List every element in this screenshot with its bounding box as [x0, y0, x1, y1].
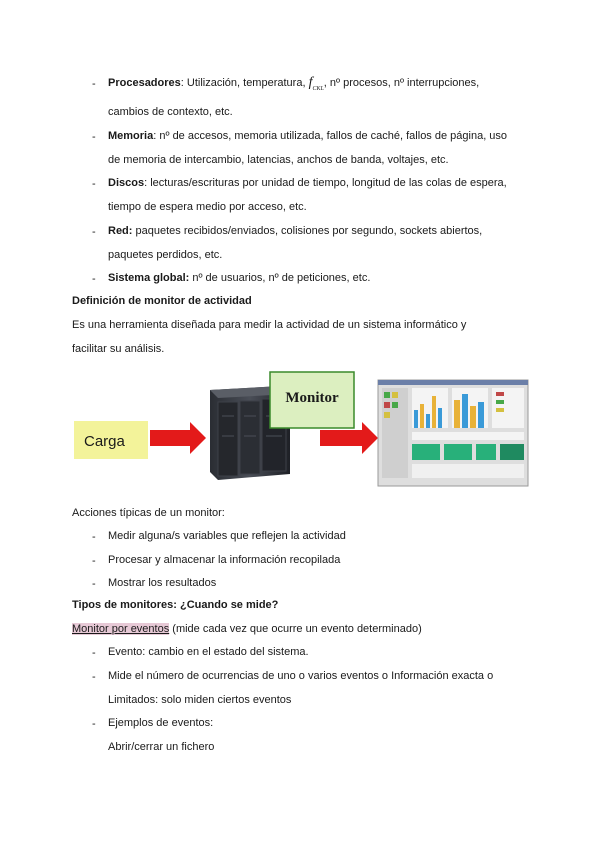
bullet-dash: -	[92, 671, 96, 683]
bullet-dash: -	[92, 555, 96, 567]
accion-item: Mostrar los resultados	[108, 577, 217, 589]
bullet-dash: -	[92, 226, 96, 238]
evento-continuation: Limitados: solo miden ciertos eventos	[108, 694, 292, 706]
arrow-right-icon	[150, 422, 206, 454]
accion-item: Procesar y almacenar la información recopilada	[108, 554, 341, 566]
bullet-sistema-global: Sistema global: nº de usuarios, nº de peticiones, etc.	[108, 272, 371, 284]
bullet-dash: -	[92, 647, 96, 659]
bullet-dash: -	[92, 178, 96, 190]
bullet-dash: -	[92, 273, 96, 285]
bullet-red: Red: paquetes recibidos/enviados, colisiones por segundo, sockets abiertos,	[108, 225, 483, 237]
paragraph-line: facilitar su análisis.	[72, 343, 165, 355]
monitor-label: Monitor	[285, 390, 339, 406]
evento-continuation: Abrir/cerrar un fichero	[108, 741, 215, 753]
monitor-figure	[72, 366, 530, 490]
bullet-dash: -	[92, 531, 96, 543]
bullet-procesadores: Procesadores: Utilización, temperatura, $f_{CKL}$, nº procesos, nº interrupciones,	[108, 75, 480, 92]
bullet-dash: -	[92, 78, 96, 90]
monitor-diagram	[72, 366, 530, 490]
monitor-screen-image	[378, 380, 528, 486]
bullet-discos: Discos: lecturas/escrituras por unidad de tiempo, longitud de las colas de espera,	[108, 177, 507, 189]
fckl-symbol: $f_{CKL}$	[308, 75, 324, 92]
section-heading-tipos: Tipos de monitores: ¿Cuando se mide?	[72, 599, 279, 611]
carga-label: Carga	[84, 433, 125, 450]
bullet-memoria: Memoria: nº de accesos, memoria utilizada, fallos de caché, fallos de página, uso	[108, 130, 508, 142]
accion-item: Medir alguna/s variables que reflejen la actividad	[108, 530, 346, 542]
bullet-continuation: paquetes perdidos, etc.	[108, 249, 223, 261]
bullet-continuation: de memoria de intercambio, latencias, anchos de banda, voltajes, etc.	[108, 154, 449, 166]
evento-item: Mide el número de ocurrencias de uno o varios eventos o Información exacta o	[108, 670, 494, 682]
bullet-continuation: tiempo de espera medio por acceso, etc.	[108, 201, 307, 213]
evento-item: Ejemplos de eventos:	[108, 717, 214, 729]
paragraph-line: Es una herramienta diseñada para medir la actividad de un sistema informático y	[72, 319, 467, 331]
bullet-dash: -	[92, 718, 96, 730]
evento-item: Evento: cambio en el estado del sistema.	[108, 646, 309, 658]
section-heading-definicion: Definición de monitor de actividad	[72, 295, 252, 307]
eventos-line: Monitor por eventos (mide cada vez que ocurre un evento determinado)	[72, 623, 422, 635]
bullet-dash: -	[92, 131, 96, 143]
monitor-por-eventos-link[interactable]: Monitor por eventos	[72, 623, 170, 635]
bullet-dash: -	[92, 578, 96, 590]
bullet-continuation: cambios de contexto, etc.	[108, 106, 233, 118]
acciones-intro: Acciones típicas de un monitor:	[72, 507, 225, 519]
